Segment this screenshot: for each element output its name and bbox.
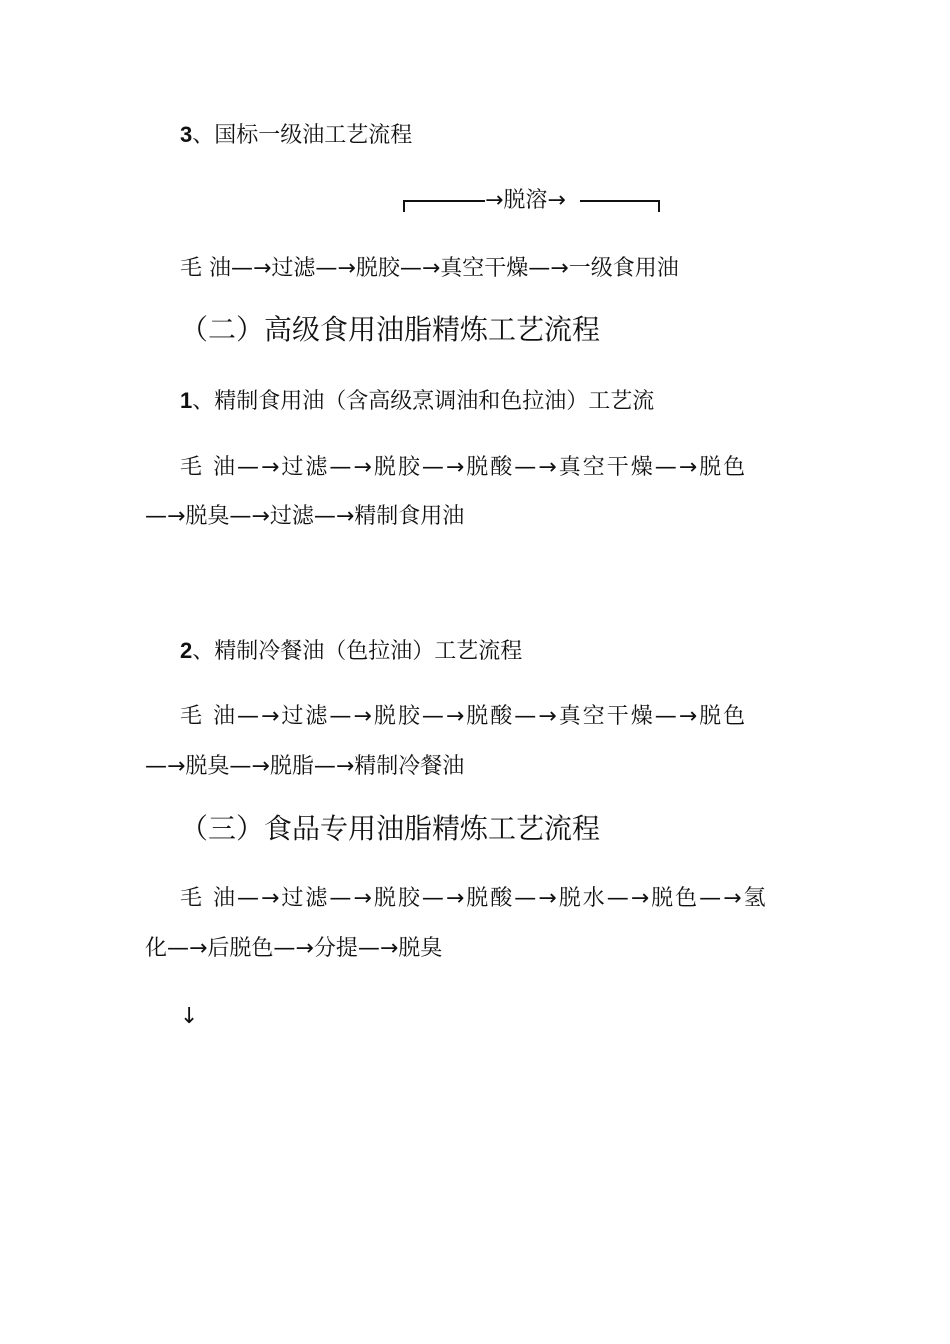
branch-left-bar (403, 200, 485, 202)
part-2-item-1-title (180, 386, 654, 417)
section-3-number: 3 (180, 122, 193, 147)
part-2-item-2-title (180, 636, 522, 667)
part-2-heading: （二）高级食用油脂精炼工艺流程 (180, 313, 601, 346)
part-2-item-2-title-text: 、精制冷餐油（色拉油）工艺流程 (192, 639, 523, 664)
part-3-flow-line-1: 毛 油—→过滤—→脱胶—→脱酸—→脱水—→脱色—→氢 (180, 886, 768, 911)
part-2-item-1-flow-line-1: 毛 油—→过滤—→脱胶—→脱酸—→真空干燥—→脱色 (180, 455, 748, 480)
branch-label: →脱溶→ (485, 188, 566, 213)
part-2-item-1-title-text: 、精制食用油（含高级烹调油和色拉油）工艺流 (192, 389, 655, 414)
part-3-heading: （三）食品专用油脂精炼工艺流程 (180, 812, 601, 845)
part-2-item-1-number: 1 (180, 388, 193, 413)
branch-right-bar (580, 200, 660, 202)
section-3-title (180, 120, 412, 151)
part-2-item-2-flow-line-2: —→脱臭—→脱脂—→精制冷餐油 (145, 754, 465, 779)
part-2-item-2-number: 2 (180, 638, 193, 663)
part-3-flow-line-2: 化—→后脱色—→分提—→脱臭 (145, 936, 443, 961)
section-3-title-text: 、国标一级油工艺流程 (192, 123, 413, 148)
part-2-item-1-flow-line-2: —→脱臭—→过滤—→精制食用油 (145, 504, 465, 529)
branch-right-tick (658, 200, 660, 212)
down-arrow-icon: ↓ (180, 1004, 199, 1029)
section-3-flow: 毛 油—→过滤—→脱胶—→真空干燥—→一级食用油 (180, 256, 679, 281)
part-2-item-2-flow-line-1: 毛 油—→过滤—→脱胶—→脱酸—→真空干燥—→脱色 (180, 704, 748, 729)
